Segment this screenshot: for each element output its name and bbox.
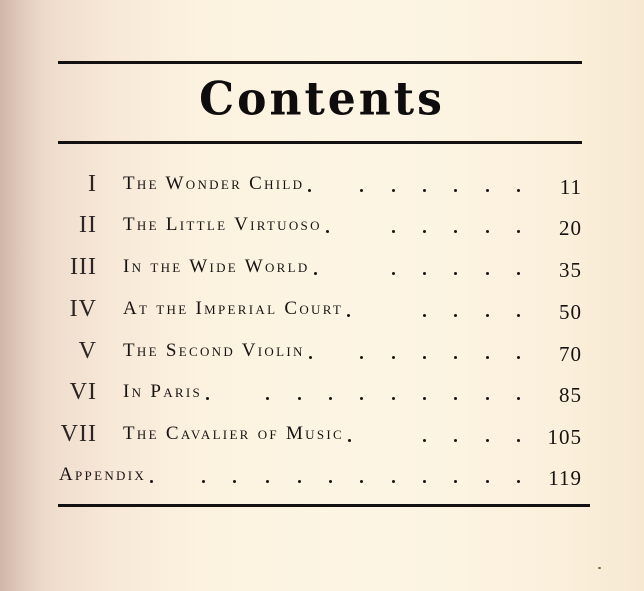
leader-dot (329, 395, 334, 400)
leader-dot (454, 478, 459, 483)
leader-dot (314, 270, 319, 275)
chapter-title: The Second Violin (123, 340, 305, 361)
leader-dot (486, 312, 491, 317)
chapter-numeral: VI (69, 379, 97, 405)
leader-dot (423, 395, 428, 400)
leader-dot (454, 354, 459, 359)
leader-dot (233, 478, 238, 483)
leader-dot (517, 478, 522, 483)
leader-dot (308, 187, 313, 192)
chapter-title: The Little Virtuoso (123, 214, 322, 235)
leader-dot (486, 354, 491, 359)
toc-entry[interactable] (0, 338, 644, 366)
leader-dot (486, 478, 491, 483)
leader-dot (454, 312, 459, 317)
chapter-title: The Cavalier of Music (123, 423, 344, 444)
leader-dot (423, 228, 428, 233)
leader-dot (206, 395, 211, 400)
leader-dot (486, 270, 491, 275)
leader-dot (517, 228, 522, 233)
toc-entry[interactable] (0, 296, 644, 324)
toc-entry-appendix[interactable] (0, 463, 644, 490)
paper-speck (598, 567, 601, 569)
leader-dot (454, 187, 459, 192)
leader-dot (202, 478, 207, 483)
leader-dot (423, 437, 428, 442)
leader-dot (454, 228, 459, 233)
leader-dot (517, 395, 522, 400)
page-number: 85 (559, 383, 582, 407)
chapter-title: At the Imperial Court (123, 298, 344, 319)
leader-dot (517, 270, 522, 275)
toc-entry[interactable] (0, 379, 644, 407)
leader-dot (392, 478, 397, 483)
leader-dot (360, 478, 365, 483)
chapter-numeral: III (70, 254, 97, 280)
page-number: 50 (559, 300, 582, 324)
bottom-rule (58, 504, 590, 507)
page-number: 35 (559, 258, 582, 282)
leader-dot (298, 478, 303, 483)
chapter-title: In Paris (123, 381, 203, 402)
leader-dot (517, 354, 522, 359)
leader-dot (486, 187, 491, 192)
leader-dot (360, 395, 365, 400)
appendix-title: Appendix (59, 464, 147, 485)
chapter-numeral: VII (60, 421, 97, 447)
leader-dot (486, 437, 491, 442)
leader-dot (423, 354, 428, 359)
leader-dot (347, 312, 352, 317)
leader-dot (309, 354, 314, 359)
leader-dot (423, 187, 428, 192)
chapter-numeral: I (88, 171, 97, 197)
leader-dot (298, 395, 303, 400)
toc-entry[interactable] (0, 421, 644, 449)
leader-dot (486, 228, 491, 233)
leader-dot (329, 478, 334, 483)
chapter-numeral: V (78, 338, 97, 364)
leader-dot (326, 228, 331, 233)
page-number: 105 (547, 425, 582, 449)
toc-entry[interactable] (0, 212, 644, 240)
leader-dot (454, 270, 459, 275)
leader-dot (486, 395, 491, 400)
toc-entry[interactable] (0, 254, 644, 282)
leader-dot (392, 187, 397, 192)
page-number: 119 (548, 466, 582, 490)
leader-dot (517, 437, 522, 442)
leader-dot (360, 354, 365, 359)
chapter-numeral: IV (69, 296, 97, 322)
leader-dot (392, 270, 397, 275)
leader-dot (360, 187, 365, 192)
chapter-numeral: II (79, 212, 97, 238)
page-number: 20 (559, 216, 582, 240)
toc-entry[interactable] (0, 171, 644, 199)
leader-dot (150, 478, 155, 483)
leader-dot (423, 270, 428, 275)
page-number: 11 (559, 175, 582, 199)
leader-dot (392, 354, 397, 359)
page-title: Contents (199, 72, 445, 127)
leader-dot (423, 478, 428, 483)
leader-dot (392, 395, 397, 400)
leader-dot (517, 312, 522, 317)
chapter-title: The Wonder Child (123, 173, 305, 194)
chapter-title: In the Wide World (123, 256, 310, 277)
leader-dot (454, 437, 459, 442)
leader-dot (392, 228, 397, 233)
leader-dot (266, 395, 271, 400)
leader-dot (348, 437, 353, 442)
leader-dot (454, 395, 459, 400)
page-number: 70 (559, 342, 582, 366)
leader-dot (266, 478, 271, 483)
leader-dot (517, 187, 522, 192)
leader-dot (423, 312, 428, 317)
